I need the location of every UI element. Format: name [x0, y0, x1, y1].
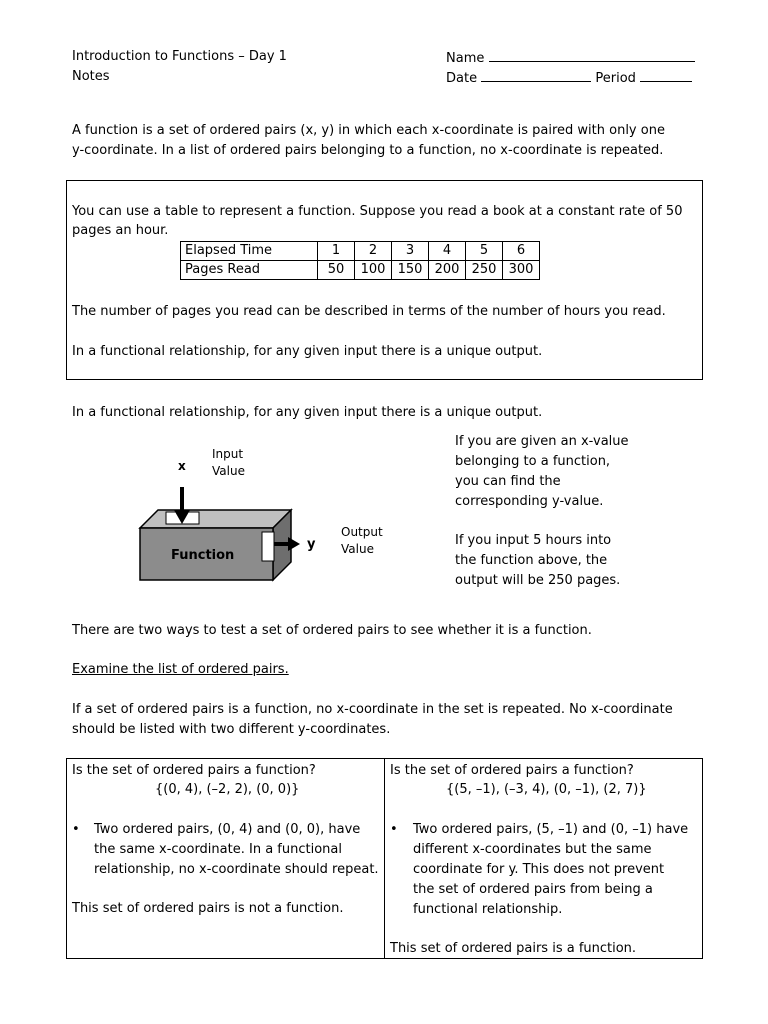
bullet-line: Two ordered pairs, (5, –1) and (0, –1) have [413, 822, 689, 837]
left-ordered-set: {(0, 4), (–2, 2), (0, 0)} [155, 782, 300, 797]
date-period-line [446, 67, 692, 89]
table-cell: 100 [355, 261, 392, 280]
side-text-line: the function above, the [455, 553, 608, 568]
two-ways-intro: There are two ways to test a set of ordered pairs to see whether it is a function. [72, 623, 592, 638]
output-slot [262, 532, 274, 561]
table-cell: 1 [318, 242, 355, 261]
table-cell: 250 [466, 261, 503, 280]
side-text-line: output will be 250 pages. [455, 573, 621, 588]
side-text-line: you can find the [455, 474, 561, 489]
left-question: Is the set of ordered pairs a function? [72, 763, 316, 778]
output-value-label [341, 524, 383, 558]
date-label: Date [446, 71, 478, 86]
method-heading: Examine the list of ordered pairs. [72, 662, 289, 677]
table-row [181, 261, 540, 280]
side-explanation-1 [455, 432, 629, 512]
bullet-line: functional relationship. [413, 902, 563, 917]
side-text-line: corresponding y-value. [455, 494, 604, 509]
left-bullet-text [94, 820, 379, 880]
row-label-pages-read: Pages Read [181, 261, 318, 280]
definition-line-2: y-coordinate. In a list of ordered pairs belonging to a function, no x-coordinate is repeated. [72, 143, 664, 158]
bullet-line: Two ordered pairs, (0, 4) and (0, 0), have [94, 822, 361, 837]
rate-table [180, 241, 540, 280]
bullet-line: the same x-coordinate. In a functional [94, 842, 342, 857]
table-row [181, 242, 540, 261]
bullet-line: different x-coordinates but the same [413, 842, 652, 857]
table-cell: 4 [429, 242, 466, 261]
side-explanation-2 [455, 531, 620, 591]
right-conclusion: This set of ordered pairs is a function. [390, 941, 637, 956]
input-value-label [212, 446, 245, 480]
table-cell: 2 [355, 242, 392, 261]
output-arrow-head [288, 537, 300, 551]
bullet-line: coordinate for y. This does not prevent [413, 862, 665, 877]
table-cell: 200 [429, 261, 466, 280]
input-label-line: Value [212, 464, 245, 478]
page-subtitle: Notes [72, 69, 110, 84]
right-bullet-text [413, 820, 688, 920]
date-field[interactable] [481, 67, 591, 82]
name-line [446, 47, 695, 69]
input-label-line: Input [212, 447, 244, 461]
period-field[interactable] [640, 67, 692, 82]
method-rule-line-1: If a set of ordered pairs is a function, no x-coordinate in the set is repeated. No x-coordinate [72, 702, 673, 717]
row-label-elapsed-time: Elapsed Time [181, 242, 318, 261]
method-rule-line-2: should be listed with two different y-coordinates. [72, 722, 391, 737]
functional-relationship-statement: In a functional relationship, for any given input there is a unique output. [72, 405, 543, 420]
table-cell: 50 [318, 261, 355, 280]
table-intro-line-1: You can use a table to represent a function. Suppose you read a book at a constant rate of 50 [72, 204, 683, 219]
name-field[interactable] [489, 47, 695, 62]
table-cell: 5 [466, 242, 503, 261]
table-cell: 300 [503, 261, 540, 280]
table-conclusion: In a functional relationship, for any given input there is a unique output. [72, 344, 543, 359]
period-label: Period [595, 71, 636, 86]
table-cell: 3 [392, 242, 429, 261]
side-text-line: If you are given an x-value [455, 434, 629, 449]
name-label: Name [446, 51, 485, 66]
bullet-line: the set of ordered pairs from being a [413, 882, 653, 897]
bullet-icon: • [390, 822, 398, 837]
definition-line-1: A function is a set of ordered pairs (x, y) in which each x-coordinate is paired with only one [72, 123, 665, 138]
table-cell: 6 [503, 242, 540, 261]
table-intro-line-2: pages an hour. [72, 223, 169, 238]
table-cell: 150 [392, 261, 429, 280]
left-conclusion: This set of ordered pairs is not a function. [72, 901, 344, 916]
y-variable-label: y [307, 537, 316, 552]
side-text-line: If you input 5 hours into [455, 533, 612, 548]
function-box-label: Function [171, 548, 235, 563]
x-variable-label: x [178, 459, 186, 473]
output-label-line: Output [341, 525, 383, 539]
output-label-line: Value [341, 542, 374, 556]
right-question: Is the set of ordered pairs a function? [390, 763, 634, 778]
grid-divider [384, 759, 385, 958]
right-ordered-set: {(5, –1), (–3, 4), (0, –1), (2, 7)} [446, 782, 647, 797]
table-explanation: The number of pages you read can be described in terms of the number of hours you read. [72, 304, 666, 319]
side-text-line: belonging to a function, [455, 454, 611, 469]
box-top-face [140, 510, 291, 528]
bullet-line: relationship, no x-coordinate should repeat. [94, 862, 379, 877]
page-title: Introduction to Functions – Day 1 [72, 49, 287, 64]
bullet-icon: • [72, 822, 80, 837]
